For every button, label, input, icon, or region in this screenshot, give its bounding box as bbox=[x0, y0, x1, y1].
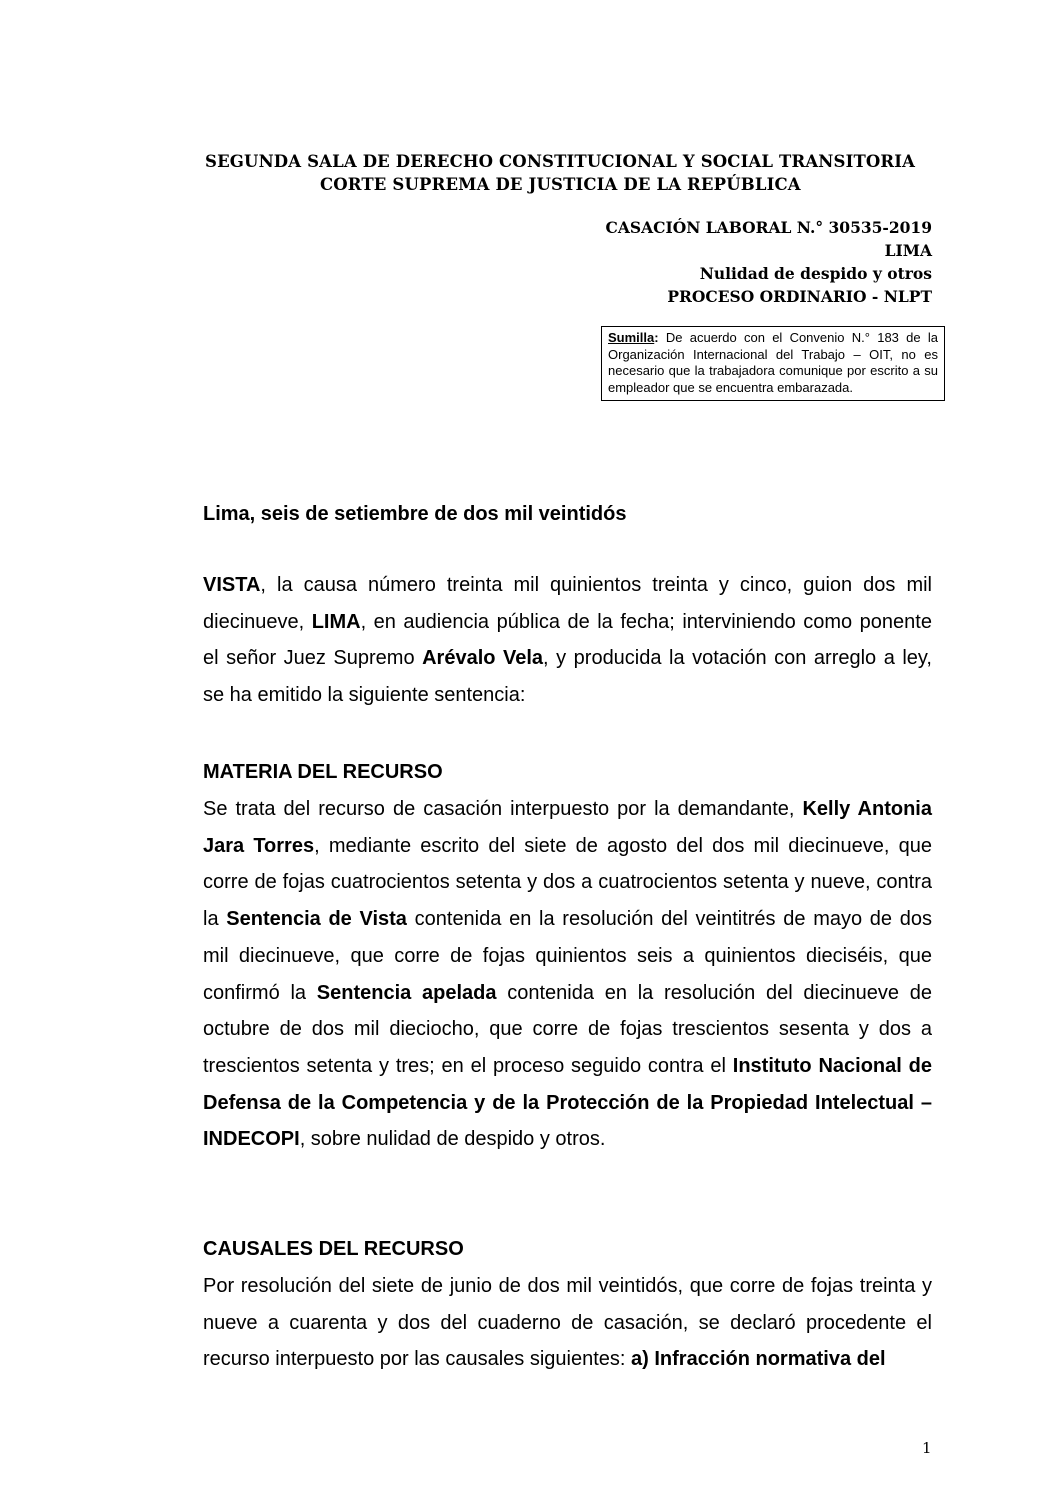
materia-text: , mediante escrito del siete de agosto del dos mil diecinueve, que corre de fojas cuatrocientos setenta y dos a cuatrocientos setenta y nueve, contra la bbox=[203, 834, 932, 931]
causales-heading: CAUSALES DEL RECURSO bbox=[203, 1238, 464, 1260]
materia-paragraph bbox=[203, 791, 932, 1158]
vista-text: , la causa número treinta mil quinientos treinta y cinco, guion dos mil diecinueve, bbox=[203, 574, 932, 633]
causal-a: a) Infracción normativa del bbox=[631, 1348, 886, 1371]
vista-city: LIMA bbox=[311, 610, 361, 633]
vista-text: , y producida la votación con arreglo a ley, se ha emitido la siguiente sentencia: bbox=[203, 647, 932, 707]
page-number: 1 bbox=[922, 1439, 932, 1457]
court-name-line-2: CORTE SUPREMA DE JUSTICIA DE LA REPÚBLICA bbox=[320, 175, 801, 194]
materia-heading: MATERIA DEL RECURSO bbox=[203, 761, 443, 783]
vista-keyword: VISTA bbox=[203, 574, 261, 596]
sentencia-apelada: Sentencia apelada bbox=[316, 981, 497, 1004]
sumilla-label: Sumilla bbox=[608, 330, 655, 345]
materia-text: contenida en la resolución del veintitrés de mayo de dos mil diecinueve, que corre de fojas quinientos seis a quinientos dieciséis, que confirmó la bbox=[203, 908, 932, 1004]
materia-text: contenida en la resolución del diecinueve de octubre de dos mil dieciocho, que corre de fojas trescientos sesenta y dos a trescientos setenta y tres; en el proceso seguido contra el bbox=[203, 981, 932, 1077]
case-city: LIMA bbox=[884, 241, 932, 260]
court-name-line-1: SEGUNDA SALA DE DERECHO CONSTITUCIONAL Y SOCIAL TRANSITORIA bbox=[205, 152, 916, 171]
defendant-name: Instituto Nacional de Defensa de la Competencia y de la Protección de la Propiedad Intelectual – INDECOPI bbox=[203, 1054, 933, 1151]
case-subject: Nulidad de despido y otros bbox=[699, 264, 932, 283]
causales-text: Por resolución del siete de junio de dos mil veintidós, que corre de fojas treinta y nueve a cuarenta y dos del cuaderno de casación, se declaró procedente el recurso interpuesto por las causales siguientes: bbox=[203, 1275, 932, 1371]
plaintiff-name: Kelly Antonia Jara Torres bbox=[203, 798, 932, 857]
materia-text: , sobre nulidad de despido y otros. bbox=[299, 1128, 606, 1151]
sentencia-de-vista: Sentencia de Vista bbox=[226, 908, 407, 931]
sumilla-box bbox=[601, 326, 945, 401]
vista-text: , en audiencia pública de la fecha; interviniendo como ponente el señor Juez Supremo bbox=[203, 610, 932, 670]
sumilla-text: De acuerdo con el Convenio N.° 183 de la Organización Internacional del Trabajo – OIT, no es necesario que la trabajadora comunique por escrito a su empleador que se encuentra embarazada. bbox=[608, 330, 938, 395]
sumilla-colon: : bbox=[654, 330, 659, 345]
case-number: CASACIÓN LABORAL N.° 30535-2019 bbox=[605, 218, 932, 237]
date-line: Lima, seis de setiembre de dos mil veintidós bbox=[203, 503, 627, 525]
vista-paragraph bbox=[203, 567, 932, 714]
vista-judge-name: Arévalo Vela bbox=[422, 647, 544, 670]
materia-text: Se trata del recurso de casación interpuesto por la demandante, bbox=[203, 798, 803, 820]
causales-paragraph bbox=[203, 1268, 932, 1378]
case-process-type: PROCESO ORDINARIO - NLPT bbox=[667, 287, 932, 306]
